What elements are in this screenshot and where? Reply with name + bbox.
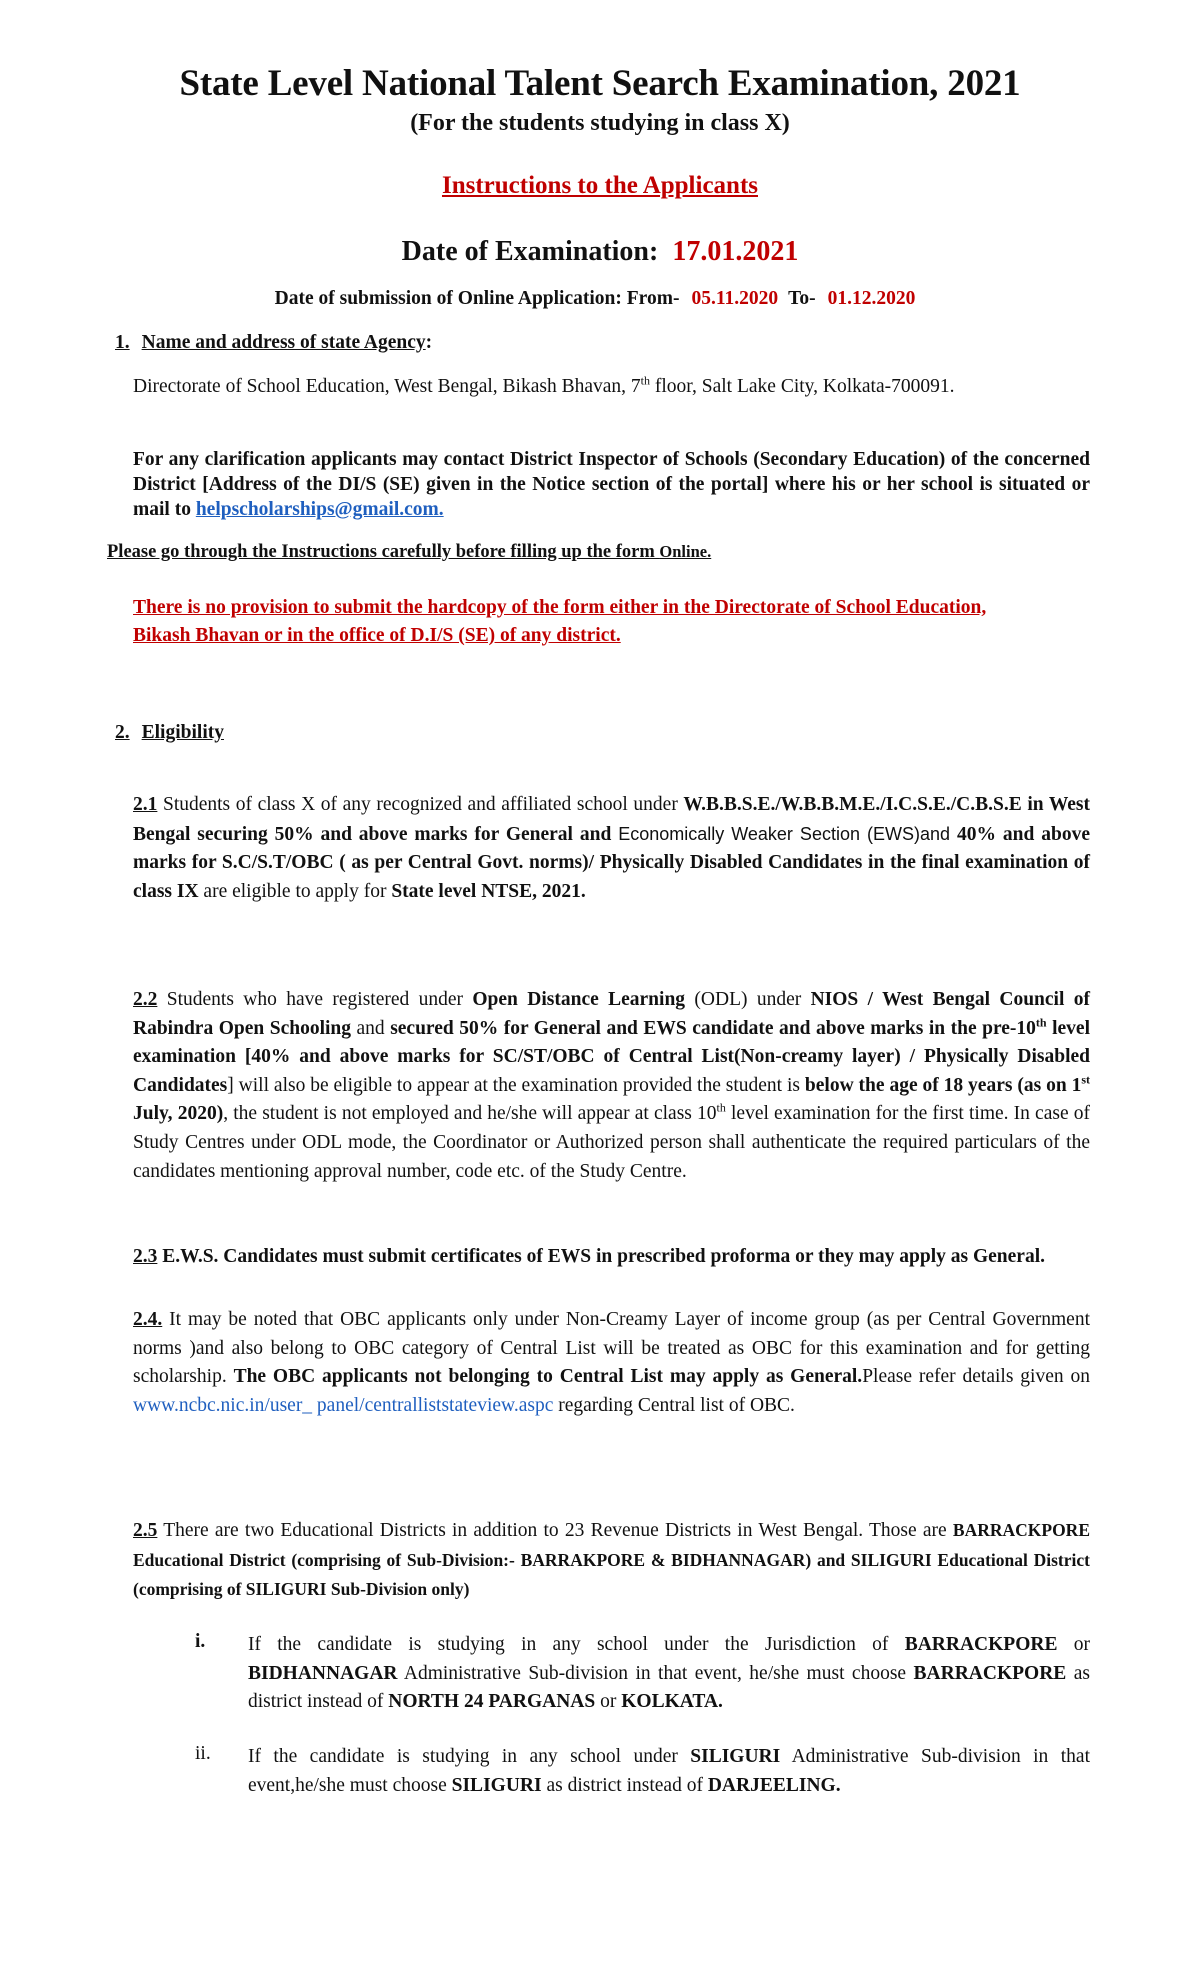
text-run: E.W.S. Candidates must submit certificates of EWS in prescribed proforma or they may apply as General. <box>157 1246 1045 1267</box>
text-run: as district instead of <box>248 1662 1090 1712</box>
section-1-heading <box>115 332 432 354</box>
list-item-text <box>248 1631 1090 1717</box>
instructions-heading: Instructions to the Applicants <box>441 172 758 199</box>
text-run: If the candidate is studying in any school under <box>248 1746 691 1767</box>
list-marker: ii. <box>195 1743 211 1764</box>
section-1-title-suffix: : <box>425 332 433 353</box>
text-run: th <box>716 1100 726 1115</box>
text-run: floor, Salt Lake City, Kolkata-700091. <box>650 376 955 397</box>
text-run: and <box>351 1017 391 1039</box>
text-run: Students who have registered under <box>157 989 473 1010</box>
submission-to-date: 01.12.2020 <box>827 288 916 309</box>
text-run: below the age of 18 years (as on 1 <box>804 1074 1082 1096</box>
text-run: State level NTSE, 2021. <box>391 880 586 902</box>
text-run: For any clarification applicants may contact District Inspector of Schools (Secondary Education) of the concerned District [Address of the DI/S (SE) given in the Notice section of the portal] where his or her school is situated or mail to <box>133 449 1090 520</box>
text-run: BARRACKPORE <box>904 1634 1058 1655</box>
submission-from-date: 05.11.2020 <box>691 288 779 309</box>
text-run: Economically Weaker Section (EWS) <box>618 823 920 844</box>
text-run: level examination [40% and above marks for SC/ST/OBC of Central List(Non-creamy layer) / Physically Disabled Candidates <box>133 1017 1090 1096</box>
clause-2-3 <box>133 1243 1090 1272</box>
section-1-number: 1. <box>115 332 130 353</box>
list-item-text <box>248 1743 1090 1800</box>
section-2-number: 2. <box>115 722 130 743</box>
document-subtitle: (For the students studying in class X) <box>410 110 790 136</box>
clause-number: 2.1 <box>133 794 158 815</box>
text-run: BIDHANNAGAR <box>248 1662 398 1684</box>
text-run: and <box>919 823 958 844</box>
text-run: It may be noted that OBC applicants only under Non-Creamy Layer of income group (as per Central Government norms )and also belong to OBC category of Central List will be treated as OBC for this examination and for getting scholarship. <box>133 1309 1090 1388</box>
text-run: BARRACKPORE Educational District (comprising of Sub-Division:- BARRAKPORE & BIDHANNAGAR) and SILIGURI Educational District (comprising of SILIGURI Sub-Division only) <box>133 1520 1090 1600</box>
link[interactable]: helpscholarships@gmail.com. <box>195 499 444 520</box>
text-run: NIOS / West Bengal Council of Rabindra Open Schooling <box>133 989 1090 1039</box>
text-run: th <box>1035 1015 1047 1030</box>
text-run: SILIGURI <box>451 1774 542 1796</box>
text-run: Please refer details given on <box>862 1366 1090 1388</box>
exam-date-label: Date of Examination: <box>401 236 659 267</box>
exam-date-value: 17.01.2021 <box>672 236 799 267</box>
link[interactable]: www.ncbc.nic.in/user_ panel/centralliststateview.aspc <box>133 1394 554 1416</box>
text-run: or <box>595 1691 622 1712</box>
submission-dates-line <box>0 288 1200 310</box>
clause-2-2 <box>133 986 1090 1186</box>
text-run: secured 50% for General and EWS candidate and above marks in the pre-10 <box>390 1017 1036 1039</box>
text-run: 40% and above marks for S.C/S.T/OBC ( as per Central Govt. norms)/ Physically Disabled Candidates in the final examination of class IX <box>133 823 1090 902</box>
exam-date-line <box>0 236 1200 268</box>
text-run: or <box>1057 1634 1090 1655</box>
section-2-heading <box>115 722 224 744</box>
notice-text: Please go through the Instructions carefully before filling up the form <box>107 542 660 562</box>
text-run: regarding Central list of OBC. <box>553 1394 795 1416</box>
text-run: The OBC applicants not belonging to Central List may apply as General. <box>233 1366 863 1388</box>
text-run: , the student is not employed and he/she will appear at class 10 <box>223 1103 717 1125</box>
text-run: Directorate of School Education, West Bengal, Bikash Bhavan, 7 <box>133 376 641 397</box>
submission-label: Date of submission of Online Application: From- <box>274 288 680 309</box>
clause-number: 2.4. <box>133 1309 163 1330</box>
hardcopy-warning: There is no provision to submit the hardcopy of the form either in the Directorate of School Education, Bikash Bhavan or in the office of D.I/S (SE) of any district. <box>133 597 987 646</box>
text-run: KOLKATA. <box>621 1691 723 1712</box>
notice-suffix: Online. <box>659 542 712 561</box>
text-run: SILIGURI <box>690 1746 781 1767</box>
instructions-notice <box>107 542 711 563</box>
agency-address <box>133 373 1090 402</box>
text-run: DARJEELING. <box>707 1774 841 1796</box>
text-run: July, 2020) <box>133 1103 224 1125</box>
text-run: NORTH 24 PARGANAS <box>388 1691 596 1712</box>
text-run: as district instead of <box>541 1774 708 1796</box>
text-run: W.B.B.S.E./W.B.B.M.E./I.C.S.E./C.B.S.E in West Bengal securing 50% and above marks for General and <box>133 794 1090 845</box>
clause-number: 2.5 <box>133 1520 158 1541</box>
text-run: level examination for the first time. In case of Study Centres under ODL mode, the Coordinator or Authorized person shall authenticate the required particulars of the candidates mentioning approval number, code etc. of the Study Centre. <box>133 1103 1090 1182</box>
clarification-paragraph <box>133 447 1090 522</box>
list-marker: i. <box>195 1631 206 1652</box>
clause-2-4 <box>133 1306 1090 1420</box>
text-run: Administrative Sub-division in that event, he/she must choose <box>397 1662 914 1684</box>
text-run: BARRACKPORE <box>913 1662 1067 1684</box>
text-run: Students of class X of any recognized and affiliated school under <box>157 794 684 815</box>
clause-2-5 <box>133 1516 1090 1605</box>
section-1-title: Name and address of state Agency <box>141 332 426 353</box>
text-run: Open Distance Learning <box>472 989 686 1010</box>
section-2-title: Eligibility <box>141 722 224 743</box>
text-run: (ODL) under <box>685 989 811 1010</box>
text-run: th <box>640 373 651 388</box>
text-run: There are two Educational Districts in addition to 23 Revenue Districts in West Bengal. Those are <box>157 1520 953 1541</box>
text-run: ] will also be eligible to appear at the examination provided the student is <box>227 1074 805 1096</box>
text-run: If the candidate is studying in any school under the Jurisdiction of <box>248 1634 905 1655</box>
text-run: are eligible to apply for <box>198 880 392 902</box>
text-run: Administrative Sub-division in that event,he/she must choose <box>248 1746 1090 1796</box>
clause-number: 2.2 <box>133 989 158 1010</box>
text-run: st <box>1081 1072 1091 1087</box>
submission-to-label: To- <box>788 288 816 309</box>
clause-number: 2.3 <box>133 1246 158 1267</box>
clause-2-1 <box>133 791 1090 906</box>
document-title: State Level National Talent Search Examination, 2021 <box>179 63 1021 104</box>
